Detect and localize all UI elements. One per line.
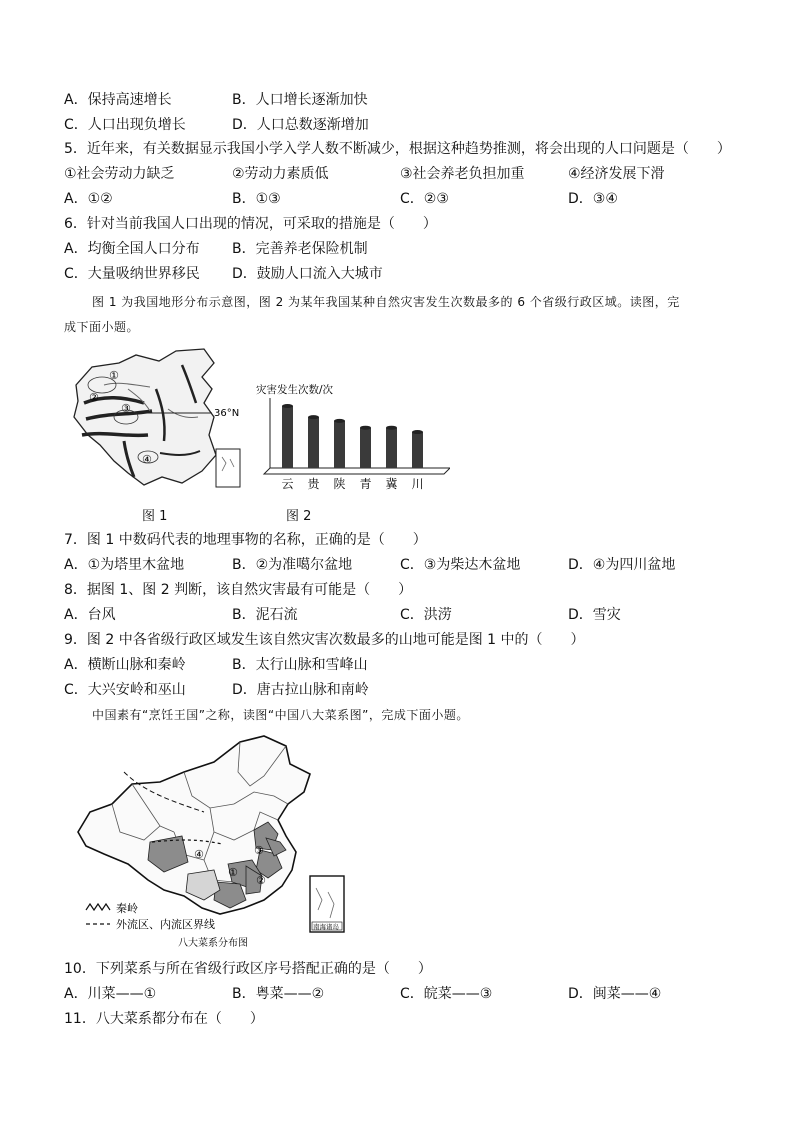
x-tick-label: 贵 [307,477,320,491]
bar-陕 [334,421,345,468]
q7-option-a: A．①为塔里木盆地 [64,557,185,573]
map-label-2: ② [89,391,99,404]
bar-cap-冀 [386,426,397,430]
q5-option-c: C．②③ [400,191,449,207]
map-label-4: ④ [142,453,152,466]
bar-cap-云 [282,404,293,408]
map-label-2: ② [256,874,266,887]
map-label-1: ① [109,369,119,382]
bar-川 [412,432,423,468]
qinling-legend-symbol [86,904,110,910]
q8-stem: 8．据图 1、图 2 判断，该自然灾害最有可能是（ ） [64,582,413,598]
q9-option-d: D．唐古拉山脉和南岭 [232,682,369,698]
q7-option-d: D．④为四川盆地 [568,557,676,573]
q4-option-c: C．人口出现负增长 [64,117,186,133]
map-label-1: ① [228,866,238,879]
q9-option-a: A．横断山脉和秦岭 [64,657,186,673]
x-tick-label: 川 [411,477,424,491]
q6-option-a: A．均衡全国人口分布 [64,241,200,257]
figure-1-terrain-map [64,345,254,495]
q9-option-b: B．太行山脉和雪峰山 [232,657,368,673]
bar-cap-川 [412,430,423,434]
map-label-4: ④ [194,848,204,861]
q5-item-3: ③社会养老负担加重 [400,166,525,182]
legend-boundary: 外流区、内流区界线 [116,918,215,931]
x-tick-label: 云 [281,477,294,491]
bar-冀 [386,428,397,468]
figure-3-title: 八大菜系分布图 [178,938,248,949]
q4-option-b: B．人口增长逐渐加快 [232,92,368,108]
bar-云 [282,406,293,468]
q7-option-c: C．③为柴达木盆地 [400,557,521,573]
q10-option-d: D．闽菜——④ [568,986,662,1002]
chart-floor [264,468,450,474]
q8-option-b: B．泥石流 [232,607,298,623]
inset-label: 南海诸岛 [313,923,339,931]
y-axis-label: 灾害发生次数/次 [256,384,334,396]
q6-option-b: B．完善养老保险机制 [232,241,368,257]
bar-cap-陕 [334,419,345,423]
map-label-3: ③ [254,844,264,857]
legend-qinling: 秦岭 [116,902,138,915]
map-label-36n: 36°N [214,408,240,419]
bar-cap-贵 [308,415,319,419]
q11-stem: 11．八大菜系都分布在（ ） [64,1011,264,1027]
q5-option-a: A．①② [64,191,113,207]
q8-option-a: A．台风 [64,607,116,623]
q7-stem: 7．图 1 中数码代表的地理事物的名称，正确的是（ ） [64,532,427,548]
q5-option-d: D．③④ [568,191,618,207]
q10-option-a: A．川菜——① [64,986,157,1002]
q10-stem: 10．下列菜系与所在省级行政区序号搭配正确的是（ ） [64,961,432,977]
q8-option-c: C．洪涝 [400,607,452,623]
bar-贵 [308,417,319,468]
q10-option-b: B．粤菜——② [232,986,325,1002]
bar-青 [360,428,371,468]
q5-item-2: ②劳动力素质低 [232,166,329,182]
map-label-3: ③ [121,402,131,415]
q8-option-d: D．雪灾 [568,607,621,623]
q5-option-b: B．①③ [232,191,281,207]
q5-stem: 5．近年来，有关数据显示我国小学入学人数不断减少，根据这种趋势推测，将会出现的人口问题是（ ） [64,141,731,157]
q9-option-c: C．大兴安岭和巫山 [64,682,186,698]
figure-3-cuisine-map [64,732,354,954]
q6-stem: 6．针对当前我国人口出现的情况，可采取的措施是（ ） [64,216,437,232]
bar-cap-青 [360,426,371,430]
figure-1-caption: 图 1 [142,509,168,524]
intro-paragraph-1a: 图 1 为我国地形分布示意图，图 2 为某年我国某种自然灾害发生次数最多的 6 个省级行政区域。读图，完 [92,295,680,309]
q9-stem: 9．图 2 中各省级行政区域发生该自然灾害次数最多的山地可能是图 1 中的（ ） [64,632,585,648]
x-tick-label: 青 [359,477,372,491]
q5-item-1: ①社会劳动力缺乏 [64,166,175,182]
figure-2-bar-chart [254,380,450,492]
q5-item-4: ④经济发展下滑 [568,166,665,182]
q6-option-d: D．鼓励人口流入大城市 [232,266,383,282]
figure-2-caption: 图 2 [286,509,312,524]
x-tick-label: 陕 [333,477,346,491]
q10-option-c: C．皖菜——③ [400,986,493,1002]
q6-option-c: C．大量吸纳世界移民 [64,266,200,282]
q4-option-d: D．人口总数逐渐增加 [232,117,369,133]
intro-paragraph-1b: 成下面小题。 [64,320,140,334]
x-tick-label: 冀 [385,477,398,491]
q4-option-a: A．保持高速增长 [64,92,172,108]
intro-paragraph-2: 中国素有“烹饪王国”之称，读图“中国八大菜系图”，完成下面小题。 [92,708,469,722]
q7-option-b: B．②为准噶尔盆地 [232,557,353,573]
